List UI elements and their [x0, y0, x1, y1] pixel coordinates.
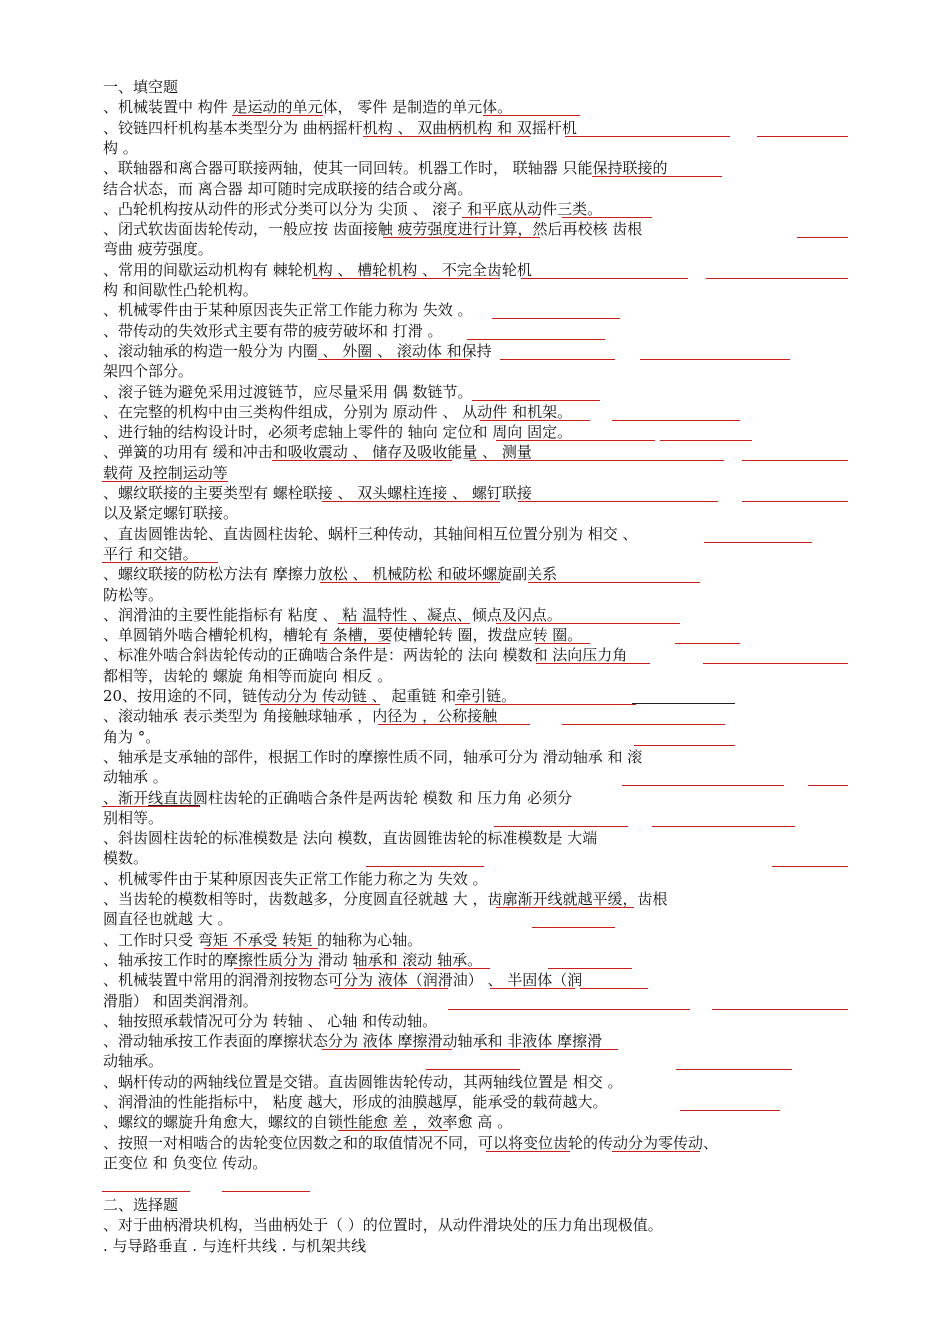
question-line: 角为 °。: [103, 727, 161, 746]
answer-blank-underline: [772, 866, 848, 867]
question-line: 载荷 及控制运动等: [103, 463, 228, 482]
answer-blank-underline: [102, 562, 218, 563]
answer-blank-underline: [204, 948, 318, 949]
answer-blank-underline: [483, 115, 580, 116]
answer-blank-underline: [272, 460, 452, 461]
answer-blank-underline: [338, 623, 470, 624]
answer-blank-underline: [492, 318, 620, 319]
answer-blank-underline: [580, 988, 648, 989]
answer-blank-underline: [706, 278, 848, 279]
answer-blank-underline: [676, 1069, 792, 1070]
question-line: 、联轴器和离合器可联接两轴，使其一同回转。机器工作时， 联轴器 只能保持联接的: [103, 159, 668, 178]
answer-blank-underline: [592, 176, 722, 177]
question-line: 、闭式软齿面齿轮传动，一般应按 齿面接触 疲劳强度进行计算，然后再校核 齿根: [103, 220, 643, 239]
question-line: 以及紧定螺钉联接。: [103, 504, 239, 523]
question-line: 、滚子链为避免采用过渡链节，应尽量采用 偶 数链节。: [103, 382, 473, 401]
answer-blank-underline: [562, 724, 725, 725]
answer-blank-underline: [470, 460, 724, 461]
question-line: 、机械零件由于某种原因丧失正常工作能力称为 失效 。: [103, 301, 473, 320]
question-line: 、滚动轴承 表示类型为 角接触球轴承 ，内径为 ，公称接触: [103, 707, 498, 726]
question-line: 构 和间歇性凸轮机构。: [103, 281, 258, 299]
question-line: 、斜齿圆柱齿轮的标准模数是 法向 模数，直齿圆锥齿轮的标准模数是 大端: [103, 829, 598, 848]
answer-blank-underline: [467, 339, 605, 340]
answer-blank-underline: [532, 927, 615, 928]
answer-blank-underline: [612, 420, 740, 421]
answer-blank-underline: [232, 115, 323, 116]
answer-blank-underline: [612, 1151, 700, 1152]
answer-blank-underline: [486, 1151, 570, 1152]
answer-blank-underline: [536, 663, 650, 664]
answer-blank-underline: [808, 785, 848, 786]
answer-blank-underline: [680, 1110, 780, 1111]
answer-blank-underline: [338, 1130, 448, 1131]
question-line: 、润滑油的性能指标中， 粘度 越大，形成的油膜越厚，能承受的载荷越大。: [103, 1093, 608, 1111]
question-line: 、轴承按工作时的摩擦性质分为 滑动 轴承和 滚动 轴承。: [103, 950, 483, 969]
question-line: 结合状态，而 离合器 却可随时完成联接的结合或分离。: [103, 179, 473, 198]
question-line: 架四个部分。: [103, 362, 194, 381]
answer-blank-underline: [528, 582, 700, 583]
answer-blank-underline: [480, 420, 590, 421]
question-line: 别相等。: [103, 808, 164, 827]
question-line: 、进行轴的结构设计时，必须考虑轴上零件的 轴向 定位和 周向 固定。: [103, 423, 573, 442]
question-line: 、在完整的机构中由三类构件组成，分别为 原动件 、 从动件 和机架。: [103, 402, 573, 421]
question-line: 、机械装置中 构件 是运动的单元体， 零件 是制造的单元体。: [103, 98, 513, 117]
answer-blank-underline: [703, 663, 848, 664]
answer-blank-underline: [496, 440, 655, 441]
answer-blank-underline: [797, 237, 848, 238]
answer-blank-underline: [472, 400, 600, 401]
question-line: 、润滑油的主要性能指标有 粘度 、 粘 温特性 、凝点、倾点及闪点。: [103, 605, 562, 624]
question-line: 、当齿轮的模数相等时，齿数越多，分度圆直径就越 大 ，齿廓渐开线就越平缓，齿根: [103, 890, 668, 908]
answer-blank-underline: [660, 440, 752, 441]
question-line: 、按照一对相啮合的齿轮变位因数之和的取值情况不同，可以将变位齿轮的传动分为零传动、: [103, 1133, 719, 1152]
answer-blank-underline: [260, 704, 380, 705]
question-line: 、渐开线直齿圆柱齿轮的正确啮合条件是两齿轮 模数 和 压力角 必须分: [103, 788, 573, 807]
answer-blank-underline: [363, 136, 530, 137]
question-line: 、机械零件由于某种原因丧失正常工作能力称之为 失效 。: [103, 869, 488, 888]
blank-underline: [632, 703, 735, 704]
question-line: 、直齿圆锥齿轮、直齿圆柱齿轮、蜗杆三种传动，其轴间相互位置分别为 相交 、: [103, 524, 638, 543]
question-line: 、铰链四杆机构基本类型分为 曲柄摇杆机构 、 双曲柄机构 和 双摇杆机: [103, 118, 577, 137]
question-line: 、螺纹的螺旋升角愈大，螺纹的自锁性能愈 差 ，效率愈 高 。: [103, 1113, 513, 1132]
answer-blank-underline: [634, 745, 735, 746]
question-line: 弯曲 疲劳强度。: [103, 240, 213, 259]
question-line: 、轴按照承载情况可分为 转轴 、 心轴 和传动轴。: [103, 1011, 438, 1030]
answer-blank-underline: [312, 278, 500, 279]
answer-blank-underline: [320, 643, 390, 644]
answer-blank-underline: [356, 968, 490, 969]
answer-blank-underline: [462, 217, 540, 218]
question-line: 20、按用途的不同，链传动分为 传动链 、 起重链 和牵引链。: [103, 687, 517, 705]
answer-blank-underline: [562, 217, 652, 218]
answer-blank-underline: [102, 481, 228, 482]
answer-blank-underline: [675, 643, 740, 644]
answer-blank-underline: [448, 1009, 690, 1010]
question-line: 都相等，齿轮的 螺旋 角相等而旋向 相反 。: [103, 666, 393, 685]
question-line: 、蜗杆传动的两轴线位置是交错。直齿圆锥齿轮传动，其两轴线位置是 相交 。: [103, 1072, 623, 1091]
answer-blank-underline: [652, 826, 795, 827]
section-title-fill-blank: 一、填空题: [103, 78, 179, 96]
question-line: 防松等。: [103, 585, 164, 604]
answer-blank-underline: [742, 460, 848, 461]
answer-blank-underline: [320, 582, 500, 583]
answer-blank-underline: [500, 359, 615, 360]
question-line: . 与导路垂直 . 与连杆共线 . 与机架共线: [103, 1236, 367, 1255]
answer-blank-underline: [222, 1191, 310, 1192]
answer-blank-underline: [704, 542, 812, 543]
answer-blank-underline: [322, 1049, 452, 1050]
section-title-multiple-choice: 二、选择题: [103, 1196, 179, 1214]
answer-blank-underline: [322, 501, 500, 502]
answer-blank-underline: [426, 1069, 520, 1070]
question-line: 、滑动轴承按工作表面的摩擦状态分为 液体 摩擦滑动轴承和 非液体 摩擦滑: [103, 1032, 603, 1051]
answer-blank-underline: [742, 501, 848, 502]
question-line: 、凸轮机构按从动件的形式分类可以分为 尖顶 、 滚子 和平底从动件三类。: [103, 199, 603, 218]
answer-blank-underline: [548, 968, 632, 969]
answer-blank-underline: [622, 785, 784, 786]
answer-blank-underline: [565, 136, 730, 137]
question-line: 、对于曲柄滑块机构，当曲柄处于（ ）的位置时，从动件滑块处的压力角出现极值。: [103, 1216, 663, 1235]
answer-blank-underline: [480, 1049, 618, 1050]
answer-blank-underline: [518, 501, 718, 502]
question-line: 圆直径也就越 大 。: [103, 910, 233, 929]
question-line: 平行 和交错。: [103, 544, 198, 563]
question-line: 动轴承。: [103, 1052, 164, 1071]
answer-blank-underline: [102, 1191, 190, 1192]
answer-blank-underline: [494, 826, 628, 827]
answer-blank-underline: [535, 643, 590, 644]
question-line: 模数。: [103, 849, 149, 868]
answer-blank-underline: [640, 359, 790, 360]
question-line: 、工作时只受 弯矩 不承受 转矩 的轴称为心轴。: [103, 930, 423, 949]
answer-blank-underline: [334, 988, 448, 989]
question-line: 、螺纹联接的防松方法有 摩擦力放松 、 机械防松 和破坏螺旋副关系: [103, 565, 558, 584]
answer-blank-underline: [383, 237, 540, 238]
answer-blank-underline: [378, 724, 530, 725]
question-line: 、轴承是支承轴的部件，根据工作时的摩擦性质不同，轴承可分为 滑动轴承 和 滚: [103, 747, 643, 766]
question-line: 、滚动轴承的构造一般分为 内圈 、 外圈 、 滚动体 和保持: [103, 341, 492, 360]
answer-blank-underline: [318, 359, 470, 360]
answer-blank-underline: [496, 623, 680, 624]
answer-blank-underline: [455, 704, 636, 705]
answer-blank-underline: [496, 907, 634, 908]
answer-blank-underline: [712, 1009, 848, 1010]
question-line: 正变位 和 负变位 传动。: [103, 1153, 268, 1172]
answer-blank-underline: [490, 988, 575, 989]
question-line: 、标准外啮合斜齿轮传动的正确啮合条件是：两齿轮的 法向 模数和 法向压力角: [103, 646, 628, 665]
answer-blank-underline: [757, 136, 848, 137]
answer-blank-underline: [366, 866, 484, 867]
question-line: 构 。: [103, 138, 138, 157]
question-line: 滑脂） 和固类润滑剂。: [103, 991, 258, 1010]
question-line: 、常用的间歇运动机构有 棘轮机构 、 槽轮机构 、 不完全齿轮机: [103, 260, 532, 279]
question-line: 、机械装置中常用的润滑剂按物态可分为 液体（润滑油） 、 半固体（润: [103, 971, 583, 990]
blank-underline: [148, 805, 200, 806]
question-line: 、单圆销外啮合槽轮机构，槽轮有 条槽，要使槽轮转 圈，拨盘应转 圈。: [103, 626, 583, 645]
answer-blank-underline: [521, 278, 688, 279]
question-line: 、带传动的失效形式主要有带的疲劳破坏和 打滑 。: [103, 321, 443, 340]
question-line: 、弹簧的功用有 缓和冲击和吸收震动 、 储存及吸收能量 、 测量: [103, 443, 532, 462]
answer-blank-underline: [234, 968, 320, 969]
question-line: 、螺纹联接的主要类型有 螺栓联接 、 双头螺柱连接 、 螺钉联接: [103, 484, 532, 502]
answer-blank-underline: [102, 806, 200, 807]
question-line: 动轴承 。: [103, 768, 168, 787]
